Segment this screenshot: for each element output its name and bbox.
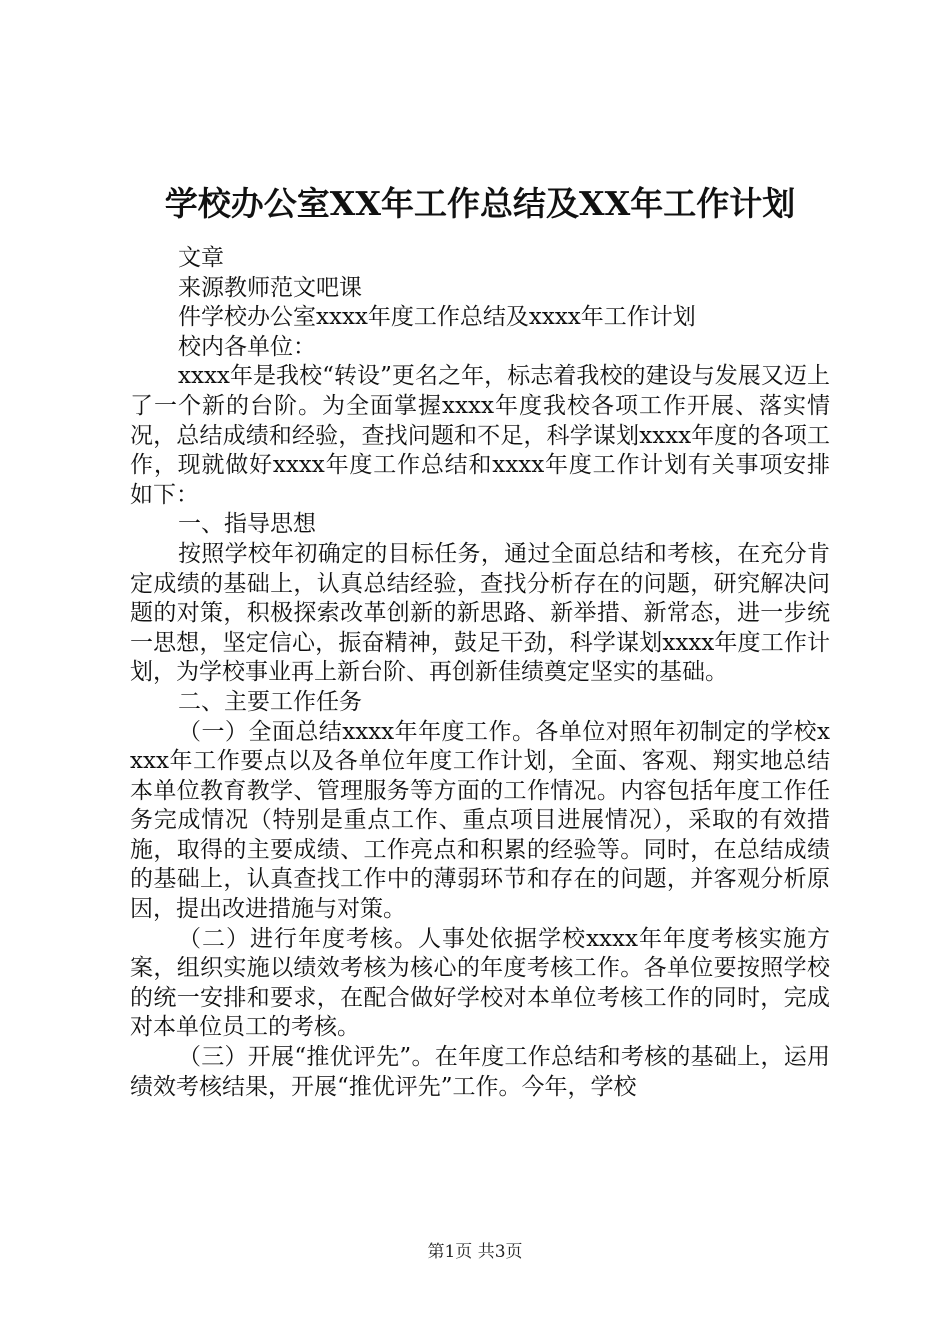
paragraph-task-2: （二）进行年度考核。人事处依据学校xxxx年年度考核实施方案，组织实施以绩效考核为核心的年度考核工作。各单位要按照学校的统一安排和要求，在配合做好学校对本单位考核工作的同时，完成对本单位员工的考核。 [130, 925, 830, 1041]
page-footer: 第1页 共3页 [427, 1242, 523, 1262]
paragraph-article-label: 文章 [178, 245, 224, 271]
paragraph-task-3: （三）开展“推优评先”。在年度工作总结和考核的基础上，运用绩效考核结果，开展“推优评先”工作。今年，学校 [130, 1044, 830, 1100]
paragraph-subject: 件学校办公室xxxx年度工作总结及xxxx年工作计划 [178, 304, 696, 331]
section-heading-main-tasks: 二、主要工作任务 [178, 688, 362, 715]
paragraph-salutation: 校内各单位： [178, 333, 316, 360]
paragraph-source: 来源教师范文吧课 [178, 274, 362, 301]
paragraph-guiding-ideology: 按照学校年初确定的目标任务，通过全面总结和考核，在充分肯定成绩的基础上，认真总结经验，查找分析存在的问题，研究解决问题的对策，积极探索改革创新的新思路、新举措、新常态，进一步统一思想，坚定信心，振奋精神，鼓足干劲，科学谋划xxxx年度工作计划，为学校事业再上新台阶、再创新佳绩奠定坚实的基础。 [130, 540, 830, 686]
section-heading-guiding-ideology: 一、指导思想 [178, 511, 316, 538]
document-title: 学校办公室XX年工作总结及XX年工作计划 [164, 184, 796, 223]
document-body [130, 244, 830, 1102]
paragraph-task-1: （一）全面总结xxxx年年度工作。各单位对照年初制定的学校xxxx年工作要点以及各单位年度工作计划，全面、客观、翔实地总结本单位教育教学、管理服务等方面的工作情况。内容包括年度工作任务完成情况（特别是重点工作、重点项目进展情况），采取的有效措施，取得的主要成绩、工作亮点和积累的经验等。同时，在总结成绩的基础上，认真查找工作中的薄弱环节和存在的问题，并客观分析原因，提出改进措施与对策。 [130, 718, 830, 923]
paragraph-intro: xxxx年是我校“转设”更名之年，标志着我校的建设与发展又迈上了一个新的台阶。为全面掌握xxxx年度我校各项工作开展、落实情况，总结成绩和经验，查找问题和不足，科学谋划xxxx年度的各项工作，现就做好xxxx年度工作总结和xxxx年度工作计划有关事项安排如下： [130, 363, 830, 508]
